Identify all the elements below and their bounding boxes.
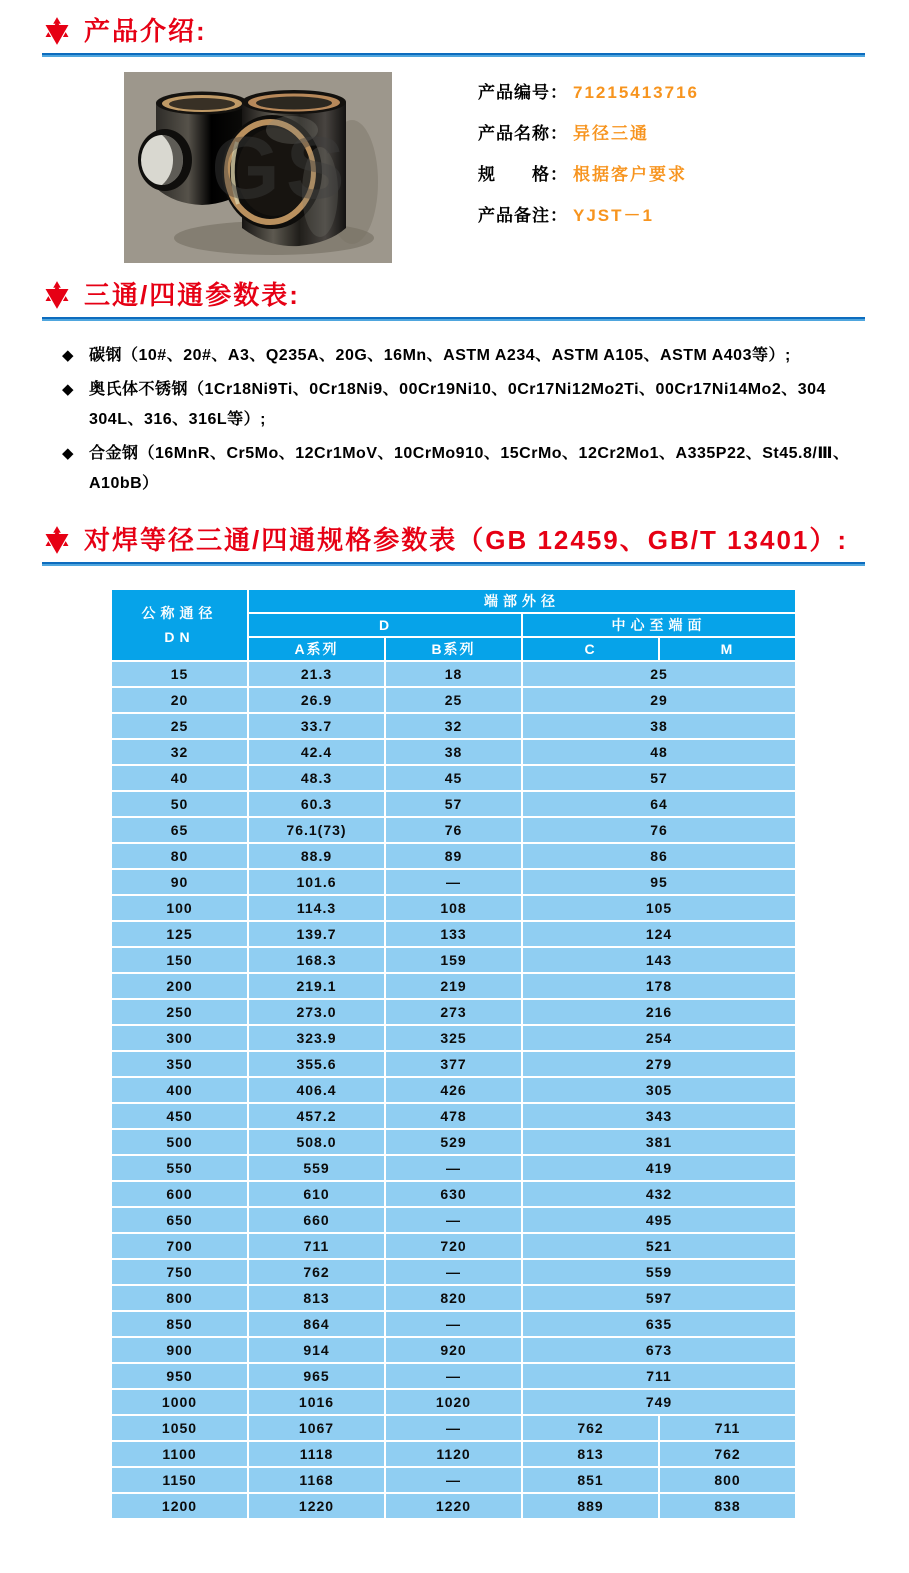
material-text: A10bB） [89, 475, 159, 492]
table-cell: 750 [111, 1259, 248, 1285]
table-cell: 273.0 [248, 999, 385, 1025]
table-cell: 100 [111, 895, 248, 921]
table-cell: 950 [111, 1363, 248, 1389]
table-cell: — [385, 1311, 522, 1337]
product-photo-image [124, 72, 392, 263]
table-row [111, 765, 796, 791]
star-icon [42, 279, 72, 311]
table-cell: 45 [385, 765, 522, 791]
table-cell: 89 [385, 843, 522, 869]
table-cell: 32 [385, 713, 522, 739]
table-cell: 419 [522, 1155, 796, 1181]
table-cell: 450 [111, 1103, 248, 1129]
table-cell: 90 [111, 869, 248, 895]
table-cell: 325 [385, 1025, 522, 1051]
table-cell: 630 [385, 1181, 522, 1207]
table-cell: 381 [522, 1129, 796, 1155]
table-cell: 920 [385, 1337, 522, 1363]
table-row [111, 1051, 796, 1077]
material-item-stainless-steel [62, 375, 865, 435]
table-cell: — [385, 1155, 522, 1181]
table-cell: 864 [248, 1311, 385, 1337]
table-cell: 406.4 [248, 1077, 385, 1103]
table-cell: 159 [385, 947, 522, 973]
table-cell: 76 [385, 817, 522, 843]
table-cell: 143 [522, 947, 796, 973]
table-cell: 101.6 [248, 869, 385, 895]
table-cell: — [385, 1207, 522, 1233]
table-cell: 1168 [248, 1467, 385, 1493]
table-cell: — [385, 869, 522, 895]
table-cell: — [385, 1415, 522, 1441]
material-item-carbon-steel [62, 341, 865, 371]
spec-table-head [111, 589, 796, 661]
table-cell: 25 [522, 661, 796, 687]
table-row [111, 1181, 796, 1207]
diamond-bullet-icon: ◆ [62, 347, 75, 364]
table-cell: 219 [385, 973, 522, 999]
table-cell: 350 [111, 1051, 248, 1077]
product-field-code [478, 84, 699, 102]
table-row [111, 739, 796, 765]
table-cell: 26.9 [248, 687, 385, 713]
section-spec-header [42, 523, 865, 557]
table-row [111, 1233, 796, 1259]
table-row [111, 1441, 796, 1467]
table-cell: 820 [385, 1285, 522, 1311]
table-cell: 76.1(73) [248, 817, 385, 843]
spec-table-body [111, 661, 796, 1519]
table-cell: 1050 [111, 1415, 248, 1441]
table-cell: 851 [522, 1467, 659, 1493]
col-header-dn-title: 公称通径 [141, 605, 218, 621]
col-header-center-to-end: 中心至端面 [522, 613, 796, 637]
table-cell: 400 [111, 1077, 248, 1103]
spec-table [110, 588, 797, 1520]
table-cell: 124 [522, 921, 796, 947]
field-value: 根据客户要求 [573, 165, 687, 184]
table-cell: 108 [385, 895, 522, 921]
table-cell: 426 [385, 1077, 522, 1103]
diamond-bullet-icon: ◆ [62, 445, 75, 462]
table-cell: 600 [111, 1181, 248, 1207]
table-cell: 1220 [385, 1493, 522, 1519]
table-row [111, 1207, 796, 1233]
table-cell: 529 [385, 1129, 522, 1155]
section-params-header [42, 278, 865, 312]
table-cell: 114.3 [248, 895, 385, 921]
table-cell: 660 [248, 1207, 385, 1233]
table-cell: 38 [522, 713, 796, 739]
col-header-a-series: A系列 [248, 637, 385, 661]
table-row [111, 1155, 796, 1181]
table-cell: 711 [659, 1415, 796, 1441]
watermark-text: GS [211, 118, 351, 217]
col-header-m: M [659, 637, 796, 661]
table-cell: 88.9 [248, 843, 385, 869]
table-cell: 305 [522, 1077, 796, 1103]
table-cell: 850 [111, 1311, 248, 1337]
table-cell: 914 [248, 1337, 385, 1363]
table-cell: 1220 [248, 1493, 385, 1519]
table-cell: 1150 [111, 1467, 248, 1493]
table-cell: 48 [522, 739, 796, 765]
table-cell: 508.0 [248, 1129, 385, 1155]
header-row-1 [111, 589, 796, 613]
table-row [111, 1285, 796, 1311]
table-cell: 323.9 [248, 1025, 385, 1051]
table-cell: 762 [659, 1441, 796, 1467]
table-cell: 610 [248, 1181, 385, 1207]
table-cell: 597 [522, 1285, 796, 1311]
material-text: 合金钢（16MnR、Cr5Mo、12Cr1MoV、10CrMo910、15CrMo、12Cr2Mo1、A335P22、St45.8/Ⅲ、 [89, 445, 850, 462]
table-cell: 1067 [248, 1415, 385, 1441]
table-cell: 33.7 [248, 713, 385, 739]
table-row [111, 817, 796, 843]
table-row [111, 1129, 796, 1155]
field-value: YJST－1 [573, 206, 654, 225]
table-cell: 495 [522, 1207, 796, 1233]
table-cell: 521 [522, 1233, 796, 1259]
table-cell: 1020 [385, 1389, 522, 1415]
table-cell: — [385, 1363, 522, 1389]
col-header-dn-sub: DN [164, 629, 195, 645]
table-cell: 377 [385, 1051, 522, 1077]
table-cell: 762 [248, 1259, 385, 1285]
table-cell: 65 [111, 817, 248, 843]
material-item-alloy-steel [62, 439, 865, 499]
table-cell: 150 [111, 947, 248, 973]
table-cell: 38 [385, 739, 522, 765]
table-cell: 355.6 [248, 1051, 385, 1077]
table-row [111, 869, 796, 895]
table-cell: 711 [522, 1363, 796, 1389]
table-cell: — [385, 1259, 522, 1285]
field-label: 产品名称： [478, 124, 568, 143]
table-cell: 279 [522, 1051, 796, 1077]
table-cell: 838 [659, 1493, 796, 1519]
star-icon [42, 15, 72, 47]
table-row [111, 1077, 796, 1103]
table-row [111, 1363, 796, 1389]
table-cell: 29 [522, 687, 796, 713]
table-cell: 20 [111, 687, 248, 713]
table-cell: 343 [522, 1103, 796, 1129]
table-cell: 50 [111, 791, 248, 817]
table-row [111, 791, 796, 817]
table-cell: 800 [111, 1285, 248, 1311]
table-cell: 25 [385, 687, 522, 713]
table-row [111, 1467, 796, 1493]
table-cell: — [385, 1467, 522, 1493]
col-header-end-od: 端部外径 [248, 589, 796, 613]
table-row [111, 661, 796, 687]
table-cell: 168.3 [248, 947, 385, 973]
table-cell: 60.3 [248, 791, 385, 817]
table-cell: 813 [522, 1441, 659, 1467]
table-cell: 86 [522, 843, 796, 869]
table-row [111, 947, 796, 973]
table-row [111, 713, 796, 739]
field-value: 异径三通 [573, 124, 649, 143]
table-cell: 500 [111, 1129, 248, 1155]
product-field-spec [478, 166, 699, 184]
table-cell: 432 [522, 1181, 796, 1207]
table-cell: 57 [385, 791, 522, 817]
table-cell: 300 [111, 1025, 248, 1051]
table-cell: 749 [522, 1389, 796, 1415]
table-cell: 250 [111, 999, 248, 1025]
table-cell: 200 [111, 973, 248, 999]
materials-list [62, 341, 865, 499]
table-cell: 965 [248, 1363, 385, 1389]
table-cell: 650 [111, 1207, 248, 1233]
table-cell: 1100 [111, 1441, 248, 1467]
table-cell: 559 [248, 1155, 385, 1181]
table-cell: 1000 [111, 1389, 248, 1415]
table-cell: 80 [111, 843, 248, 869]
table-cell: 700 [111, 1233, 248, 1259]
table-cell: 95 [522, 869, 796, 895]
table-cell: 900 [111, 1337, 248, 1363]
table-cell: 1118 [248, 1441, 385, 1467]
table-cell: 48.3 [248, 765, 385, 791]
table-cell: 21.3 [248, 661, 385, 687]
table-cell: 40 [111, 765, 248, 791]
field-label: 产品备注： [478, 206, 568, 225]
table-cell: 178 [522, 973, 796, 999]
table-cell: 32 [111, 739, 248, 765]
table-cell: 1016 [248, 1389, 385, 1415]
star-icon [42, 524, 72, 556]
table-cell: 216 [522, 999, 796, 1025]
table-cell: 125 [111, 921, 248, 947]
table-cell: 673 [522, 1337, 796, 1363]
table-cell: 42.4 [248, 739, 385, 765]
section-params [0, 278, 909, 499]
product-field-name [478, 125, 699, 143]
table-row [111, 895, 796, 921]
table-cell: 559 [522, 1259, 796, 1285]
table-cell: 139.7 [248, 921, 385, 947]
table-cell: 219.1 [248, 973, 385, 999]
table-cell: 105 [522, 895, 796, 921]
table-cell: 64 [522, 791, 796, 817]
table-cell: 18 [385, 661, 522, 687]
table-row [111, 1389, 796, 1415]
table-cell: 273 [385, 999, 522, 1025]
table-row [111, 999, 796, 1025]
table-cell: 76 [522, 817, 796, 843]
table-cell: 813 [248, 1285, 385, 1311]
col-header-b-series: B系列 [385, 637, 522, 661]
table-row [111, 687, 796, 713]
table-cell: 478 [385, 1103, 522, 1129]
table-row [111, 1415, 796, 1441]
table-cell: 15 [111, 661, 248, 687]
table-cell: 550 [111, 1155, 248, 1181]
table-row [111, 1337, 796, 1363]
col-header-d: D [248, 613, 522, 637]
material-text: 奥氏体不锈钢（1Cr18Ni9Ti、0Cr18Ni9、00Cr19Ni10、0Cr17Ni12Mo2Ti、00Cr17Ni14Mo2、304 [89, 381, 826, 398]
material-text: 304L、316、316L等）; [89, 411, 266, 428]
product-field-remark [478, 207, 699, 225]
field-label: 规 格： [478, 165, 568, 184]
product-photo [124, 72, 392, 263]
table-cell: 133 [385, 921, 522, 947]
table-row [111, 843, 796, 869]
table-cell: 457.2 [248, 1103, 385, 1129]
section-divider [42, 53, 865, 57]
section-intro-header [42, 14, 865, 48]
product-info [478, 72, 699, 248]
table-row [111, 1311, 796, 1337]
section-title-spec: 对焊等径三通/四通规格参数表（GB 12459、GB/T 13401）: [84, 525, 849, 555]
table-cell: 1120 [385, 1441, 522, 1467]
table-cell: 889 [522, 1493, 659, 1519]
section-intro [0, 14, 909, 278]
section-divider [42, 562, 865, 566]
table-cell: 711 [248, 1233, 385, 1259]
col-header-dn [111, 589, 248, 661]
table-cell: 25 [111, 713, 248, 739]
material-text: 碳钢（10#、20#、A3、Q235A、20G、16Mn、ASTM A234、ASTM A105、ASTM A403等）; [89, 347, 791, 364]
diamond-bullet-icon: ◆ [62, 381, 75, 398]
table-cell: 57 [522, 765, 796, 791]
table-row [111, 1259, 796, 1285]
table-row [111, 921, 796, 947]
table-row [111, 1493, 796, 1519]
table-cell: 635 [522, 1311, 796, 1337]
field-value: 71215413716 [573, 83, 700, 102]
table-row [111, 973, 796, 999]
intro-body [0, 72, 909, 278]
section-title-params: 三通/四通参数表: [84, 280, 300, 310]
table-cell: 720 [385, 1233, 522, 1259]
field-label: 产品编号： [478, 83, 568, 102]
section-title-intro: 产品介绍: [84, 16, 207, 46]
table-row [111, 1103, 796, 1129]
table-cell: 762 [522, 1415, 659, 1441]
section-spec [0, 523, 909, 1520]
section-divider [42, 317, 865, 321]
table-row [111, 1025, 796, 1051]
table-cell: 254 [522, 1025, 796, 1051]
table-cell: 800 [659, 1467, 796, 1493]
table-cell: 1200 [111, 1493, 248, 1519]
col-header-c: C [522, 637, 659, 661]
